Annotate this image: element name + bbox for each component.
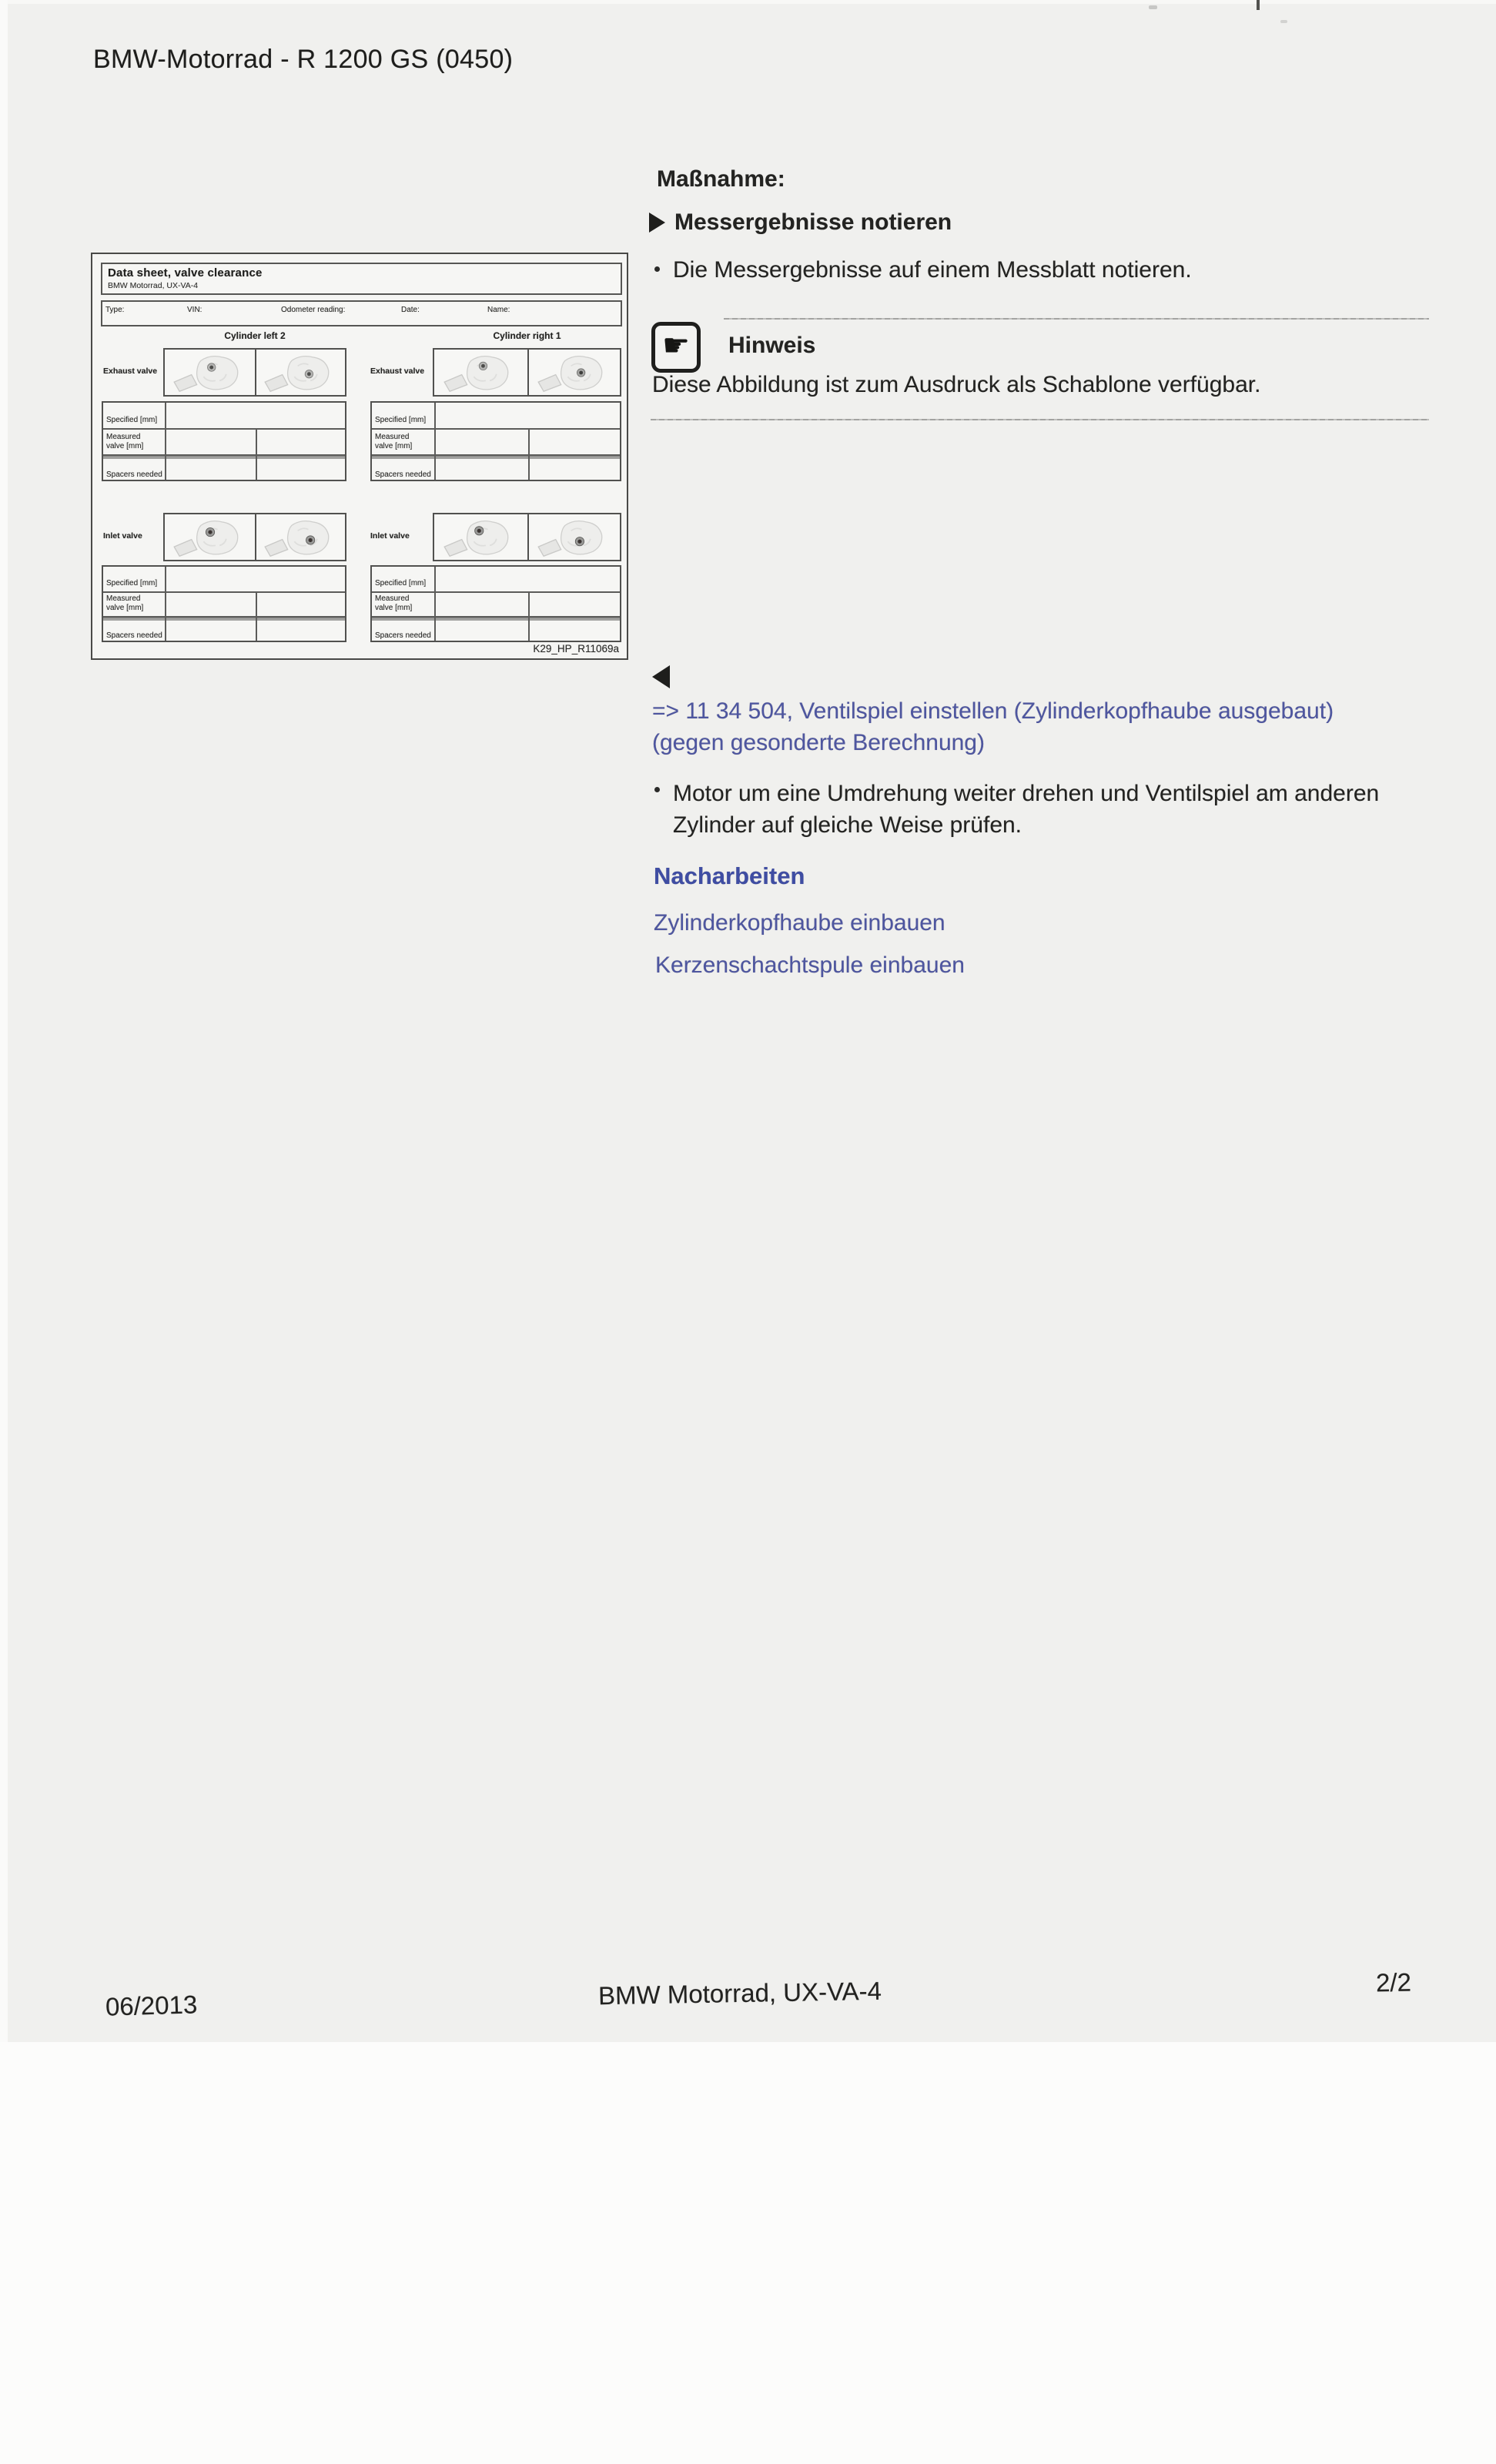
scan-edge-left xyxy=(0,0,8,2042)
bullet-text xyxy=(673,778,1379,841)
datasheet-header-box xyxy=(101,263,622,295)
bullet-icon xyxy=(654,787,660,792)
valve-photo xyxy=(165,350,255,395)
hinweis-note-icon xyxy=(651,322,701,373)
measured-label-line1: Measured xyxy=(375,433,410,441)
measured-label-line2: valve [mm] xyxy=(375,442,413,450)
bullet-item xyxy=(654,778,1417,841)
measured-label-line1: Measured xyxy=(106,433,141,441)
scan-edge-top xyxy=(0,0,1496,4)
measured-label-line2: valve [mm] xyxy=(375,604,413,612)
scan-artifact xyxy=(1149,5,1157,9)
measured-label xyxy=(103,591,165,616)
nacharbeiten-heading: Nacharbeiten xyxy=(654,862,805,889)
info-field-vin: VIN: xyxy=(187,306,202,314)
spacers-label: Spacers needed xyxy=(106,470,162,479)
back-arrow-icon[interactable] xyxy=(652,665,670,688)
footer-date: 06/2013 xyxy=(105,1990,198,2021)
valve-photo xyxy=(434,350,527,395)
valve-photo xyxy=(527,350,621,395)
column-heading-right: Cylinder right 1 xyxy=(493,330,561,341)
valve-illustration xyxy=(440,517,520,558)
valve-illustration xyxy=(261,517,341,558)
footer-document-id: BMW Motorrad, UX-VA-4 xyxy=(597,1976,882,2010)
bullet-item xyxy=(654,257,1240,283)
valve-illustration xyxy=(261,352,341,393)
valve-photo xyxy=(255,514,345,560)
scanner-background xyxy=(0,2042,1496,2464)
hinweis-heading: Hinweis xyxy=(728,333,816,358)
valve-photo xyxy=(434,514,527,560)
inlet-valve-images-left xyxy=(163,513,346,561)
valve-photo xyxy=(165,514,255,560)
inlet-valve-images-right xyxy=(433,513,621,561)
valve-illustration xyxy=(170,517,250,558)
valve-photo xyxy=(527,514,621,560)
bullet-text-line1: Motor um eine Umdrehung weiter drehen und Ventilspiel am anderen xyxy=(673,781,1380,806)
measured-label-line1: Measured xyxy=(106,594,141,603)
datasheet-subtitle: BMW Motorrad, UX-VA-4 xyxy=(108,281,199,290)
info-field-odometer: Odometer reading: xyxy=(281,306,346,314)
valve-photo xyxy=(255,350,345,395)
repair-procedure-link-line2[interactable]: (gegen gesonderte Berechnung) xyxy=(652,730,985,755)
exhaust-table-right xyxy=(370,401,621,481)
spacers-label: Spacers needed xyxy=(375,631,431,640)
valve-illustration xyxy=(534,352,614,393)
measured-label-line2: valve [mm] xyxy=(106,442,144,450)
step-row xyxy=(649,209,952,236)
scan-artifact xyxy=(1280,20,1287,23)
datasheet-info-box xyxy=(101,300,622,326)
repair-procedure-link[interactable] xyxy=(652,695,1376,758)
specified-label: Specified [mm] xyxy=(106,579,158,588)
exhaust-valve-images-right xyxy=(433,348,621,397)
scan-artifact xyxy=(1257,0,1260,10)
datasheet-title: Data sheet, valve clearance xyxy=(108,266,263,280)
info-field-name: Name: xyxy=(487,306,510,314)
inlet-valve-label-left: Inlet valve xyxy=(103,531,142,541)
link-kerzenschachtspule[interactable]: Kerzenschachtspule einbauen xyxy=(655,952,965,978)
step-arrow-icon xyxy=(649,213,665,233)
footer-page-number: 2/2 xyxy=(1375,1967,1412,1997)
exhaust-valve-images-left xyxy=(163,348,346,397)
bullet-text: Die Messergebnisse auf einem Messblatt notieren. xyxy=(673,257,1192,283)
divider-line xyxy=(724,318,1429,320)
measured-label xyxy=(372,428,434,454)
inlet-table-left xyxy=(102,565,346,642)
measured-label-line1: Measured xyxy=(375,594,410,603)
exhaust-table-left xyxy=(102,401,346,481)
bullet-icon xyxy=(654,266,660,272)
specified-label: Specified [mm] xyxy=(375,579,427,588)
step-heading: Messergebnisse notieren xyxy=(674,209,952,235)
measured-label xyxy=(103,428,165,454)
hinweis-text: Diese Abbildung ist zum Ausdruck als Schablone verfügbar. xyxy=(652,372,1261,397)
spacers-label: Spacers needed xyxy=(106,631,162,640)
repair-procedure-link-line1[interactable]: => 11 34 504, Ventilspiel einstellen (Zylinderkopfhaube ausgebaut) xyxy=(652,698,1334,724)
exhaust-valve-label-left: Exhaust valve xyxy=(103,367,158,376)
specified-label: Specified [mm] xyxy=(106,416,158,424)
specified-label: Specified [mm] xyxy=(375,416,427,424)
column-heading-left: Cylinder left 2 xyxy=(224,330,286,341)
valve-illustration xyxy=(534,517,614,558)
spacers-label: Spacers needed xyxy=(375,470,431,479)
inlet-valve-label-right: Inlet valve xyxy=(370,531,410,541)
valve-illustration xyxy=(440,352,520,393)
info-field-date: Date: xyxy=(401,306,420,314)
valve-illustration xyxy=(170,352,250,393)
measured-label xyxy=(372,591,434,616)
exhaust-valve-label-right: Exhaust valve xyxy=(370,367,425,376)
pointing-hand-icon: ☛ xyxy=(662,328,690,363)
figure-code: K29_HP_R11069a xyxy=(533,643,619,654)
bullet-text-line2: Zylinder auf gleiche Weise prüfen. xyxy=(673,812,1022,838)
measured-label-line2: valve [mm] xyxy=(106,604,144,612)
info-field-type: Type: xyxy=(105,306,125,314)
page-title: BMW-Motorrad - R 1200 GS (0450) xyxy=(93,45,514,74)
massnahme-heading: Maßnahme: xyxy=(657,166,785,192)
valve-clearance-datasheet xyxy=(91,253,628,660)
link-zylinderkopfhaube[interactable]: Zylinderkopfhaube einbauen xyxy=(654,910,945,936)
inlet-table-right xyxy=(370,565,621,642)
divider-line xyxy=(651,419,1429,420)
